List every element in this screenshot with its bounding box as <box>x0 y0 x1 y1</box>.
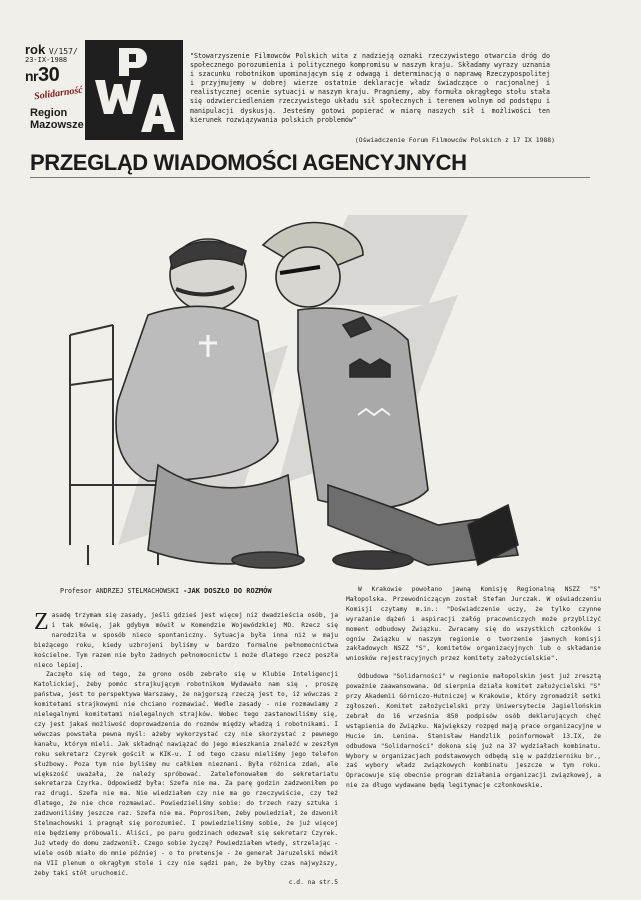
article-right-column <box>346 585 601 791</box>
pwa-logo-icon <box>85 40 183 140</box>
solidarnosc-logo: Solidarność <box>33 84 84 103</box>
volume-label <box>25 42 78 57</box>
article-caption <box>60 587 272 595</box>
volume-value: V/157/ <box>48 47 78 56</box>
region-label <box>30 107 84 131</box>
quote-source: (Oświadczenie Forum Filmowców Polskich z 17 IX 1988) <box>354 136 555 144</box>
issue-date: 23-IX-1988 <box>25 56 68 64</box>
right-paragraph: W Krakowie powołano jawną Komisję Regionalną NSZZ "S" Małopolska. Przewodniczącym został Stefan Jurczak. W oświadczeniu Komisji czytamy m.in.: "Doświadczenie uczy, że tylko czynne wyrażanie dążeń i aspiracji załóg pracowniczych może przybliżyć moment odbudowy Związku. Zwracamy się do wszystkich członków i ogniw Związku w naszym regionie o tworzenie jawnych komisji zakładowych NSZZ "S", komitetów organizacyjnych lub o składanie wniosków rejestracyjnych przez komitety założycielskie". <box>346 586 601 663</box>
cartoon-priest-and-general-icon <box>58 215 563 580</box>
left-paragraph: asadę trzymam się zasady, jeśli gdzieś jest więcej niż dwadzieścia osób, ja i tak mówię, jak gdybym mówił w Komendzie Wojewódzkiej MO. Rzecz się narodziła w sposób nieco spontaniczny. Sytuacja była inna niż w maju bieżącego roku, kiedy uzbrojeni byliśmy w bardzo formalne pełnomocnictwa kościelne. Tym razem nie było żadnych pełnomocnictw i może dlatego rzecz poszła nieco lepiej. <box>34 612 338 669</box>
region-word: Region <box>30 107 68 119</box>
right-paragraph: Odbudowa "Solidarności" w regionie małopolskim jest już zresztą poważnie zaawansowana. Od sierpnia działa komitet założycielski "S" przy Akademii Górniczo-Hutniczej w Krakowie, który zgromadził setki zgłoszeń. Komitet założycielski przy Uniwersytecie Jagiellońskim zebrał do 16 września 850 podpisów osób deklarujących chęć wstąpienia do Związku. Największy rozpęd mają prace organizacyjne w Hucie im. Lenina. Stanisław Handzlik poinformował 13.IX, że odbudowa "Solidarności" dokona się już na 37 wydziałach kombinatu. Wybory w organizacjach podstawowych odbędą się w październiku br., zaś wybory władz związkowych kombinatu jeszcze w tym roku. Opracowuje się obecnie program działania organizacji związkowej, a nie za długo wydawane będą legitymacje członkowskie. <box>346 673 601 790</box>
volume-prefix: rok <box>25 42 46 57</box>
article-left-column <box>34 611 338 888</box>
caption-author: Profesor ANDRZEJ STELMACHOWSKI <box>60 587 180 595</box>
issue-number-prefix: nr <box>25 68 38 84</box>
drop-cap: Z <box>34 609 49 635</box>
region-name: Mazowsze <box>30 119 84 131</box>
masthead-rule <box>30 177 590 178</box>
continued-note: c.d. na str.5 <box>288 879 338 887</box>
left-paragraph: Zaczęło się od tego, że grono osób zebrało się w Klubie Inteligencji Katolickiej, żeby pomóc strajkującym robotnikom Wydawało nam się , proszę państwa, jest to perspektywa Warszawy, że najgorszą rzeczą jest to, iż wówczas z komitetami strajkowymi nie chciano rozmawiać. Wedle zasady - nie rozmawiamy z nielegalnymi komitetami nielegalnych strajków. Wobec tego zastanowiliśmy się, czy jest jakaś możliwość doprowadzenia do rozmów między władzą i robotnikami. I wówczas powstała pewna myśl: ażeby wykorzystać czy nie skorzystać z pewnego kanału, którym mieli. Jak składnąć nawiązać do jego mieszkania znaleźć w zeszłym roku sekretarz Czyrek gościł w KIK-u. I od tego czasu mieliśmy jego telefon służbowy. Poza tym nie byliśmy mu całkiem nieznani. Była różnica zdań, ale większość uważała, że należy spróbować. Zatelefonowałem do sekretariatu sekretarza Czyrka. Odpowiedź była: Szefa nie ma. Za parę godzin zadzwoniłem po raz drugi. Szefa nie ma. Nie wiedziałem czy nie ma go rzeczywiście, czy też dlatego, że nie chce rozmawiać. Powiedzieliśmy sobie: do trzech razy sztuka i zadzwoniliśmy jeszcze raz. Szefa nie ma. Poprosiłem, żeby powiedział, że dzwonił Stelmachowski i pragnął się porozumieć. I powiedzieliśmy sobie, że już więcej nie będziemy próbowali. Aliści, po paru godzinach odezwał się sekretarz Czyrek. Już wtedy do domu zadzwonił. Czego sobie życzę? Powiedziałem wtedy, strzelając - wiele osób miało do mnie później - o to pretensje - że generał Jaruzelski mówił na VII plenum o okrągłym stole i czy nie sądzi pan, że byłby czas najwyższy, żeby taki stół uruchomić. <box>34 671 338 877</box>
issue-number <box>25 64 59 87</box>
quote-text: "Stowarzyszenie Filmowców Polskich wita z nadzieją oznaki rzeczywistego otwarcia dróg do społecznego porozumienia i politycznego kompromisu w naszym kraju. Składamy wyrazy uznania i szacunku robotnikom upominającym się z odwagą i determinacją o naprawę Rzeczypospolitej i przyjmujemy w dobrej wierze ostatnie deklaracje władz świadczące o racjonalnej i realistycznej ocenie sytuacji w naszym kraju. Pragniemy, aby formuła okrągłego stołu stała się odzwierciedleniem rzeczywistego układu sił społecznych i terenem wolnym od podstępu i manipulacji dyskusją. Jesteśmy gotowi popierać w miarę naszych sił i możliwości ten kierunek rozwiązywania polskich problemów" <box>190 52 550 124</box>
caption-title: -JAK DOSZŁO DO ROZMÓW <box>183 587 272 595</box>
masthead-title: PRZEGLĄD WIADOMOŚCI AGENCYJNYCH <box>30 150 467 175</box>
issue-number-value: 30 <box>38 64 60 86</box>
